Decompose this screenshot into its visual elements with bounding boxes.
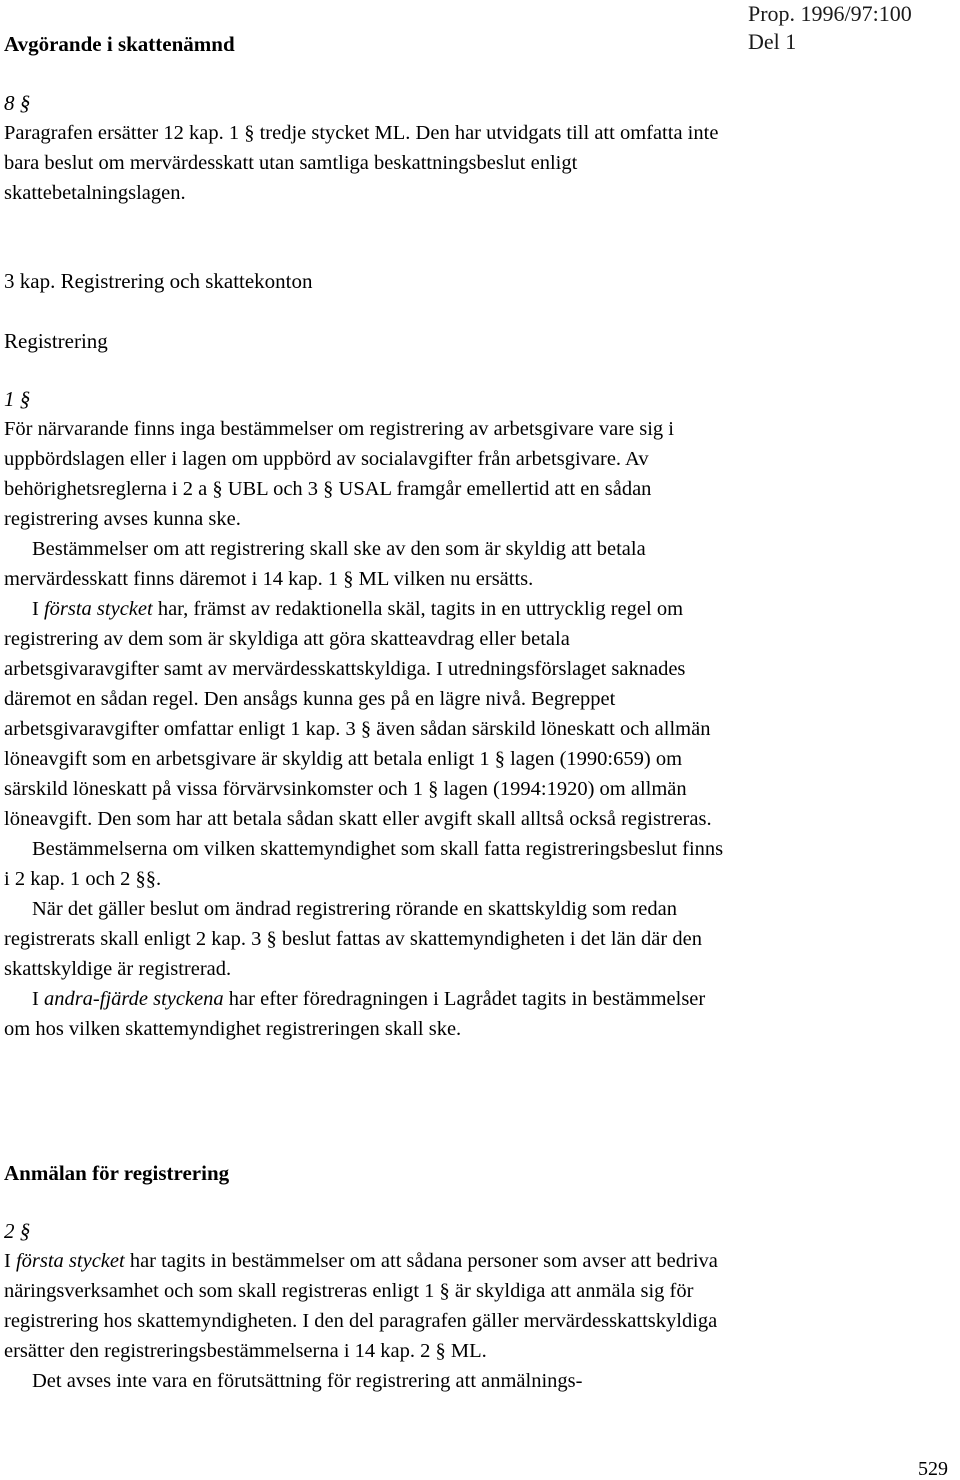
text-run: I — [4, 1250, 16, 1272]
paragraph-mark: 1 § — [4, 387, 31, 411]
body-paragraph: Bestämmelser om att registrering skall ske av den som är skyldig att betala mervärdesskatt finns däremot i 14 kap. 1 § ML vilken nu ersätts. — [4, 538, 646, 590]
text-run: I — [32, 598, 44, 620]
paragraph-mark: 8 § — [4, 91, 31, 115]
proposition-reference — [748, 0, 912, 56]
proposition-part: Del 1 — [748, 29, 797, 54]
body-paragraph: När det gäller beslut om ändrad registrering rörande en skattskyldig som redan registrerats skall enligt 2 kap. 3 § beslut fattas av skattemyndigheten i det län där den skattskyldige är registrerad. — [4, 898, 702, 980]
body-paragraph — [4, 594, 726, 834]
section-heading: Registrering — [4, 329, 108, 353]
section-2-block — [4, 1216, 726, 1396]
body-paragraph — [4, 984, 726, 1044]
text-run: har tagits in bestämmelser om att sådana personer som avser att bedriva näringsverksamhet och som skall registreras enligt 1 § är skyldiga att anmäla sig för registrering hos skattemyndigheten. I den del paragrafen gäller mervärdesskattskyldiga ersätter den registreringsbestämmelserna i 14 kap. 2 § ML. — [4, 1250, 718, 1362]
section-1-block — [4, 384, 726, 1044]
running-head: Avgörande i skattenämnd — [4, 32, 235, 56]
text-run: I — [32, 988, 44, 1010]
emphasis-text: första stycket — [43, 598, 153, 620]
chapter-title: 3 kap. Registrering och skattekonton — [4, 269, 313, 293]
proposition-number: Prop. 1996/97:100 — [748, 1, 912, 26]
body-paragraph: För närvarande finns inga bestämmelser om registrering av arbetsgivare vare sig i uppbördslagen eller i lagen om uppbörd av socialavgifter från arbetsgivare. Av behörighetsreglerna i 2 a § UBL och 3 § USAL framgår emellertid att en sådan registrering avses kunna ske. — [4, 418, 675, 530]
section-8-block — [4, 88, 726, 208]
page-number: 529 — [918, 1458, 948, 1480]
body-paragraph: Det avses inte vara en förutsättning för registrering att anmälnings- — [32, 1370, 583, 1392]
text-run: har, främst av redaktionella skäl, tagits in en uttrycklig regel om registrering av dem som är skyldiga att göra skatteavdrag eller betala arbetsgivaravgifter samt av mervärdesskattskyldiga. I utredningsförslaget saknades däremot en sådan regel. Den ansågs kunna ges på en lägre nivå. Begreppet arbetsgivaravgifter omfattar enligt 1 kap. 3 § även sådan särskild löneskatt och allmän löneavgift som en arbetsgivare är skyldig att betala enligt 1 § lagen (1990:659) om särskild löneskatt på vissa förvärvsinkomster och 1 § lagen (1994:1920) om allmän löneavgift. Den som har att betala sådan skatt eller avgift skall alltså också registreras. — [4, 598, 712, 830]
body-paragraph — [4, 1246, 726, 1366]
emphasis-text: andra-fjärde styckena — [43, 988, 224, 1010]
section-heading: Anmälan för registrering — [4, 1161, 230, 1185]
paragraph-mark: 2 § — [4, 1219, 31, 1243]
text-run: har efter föredragningen i Lagrådet tagits in bestämmelser om hos vilken skattemyndighet registreringen skall ske. — [4, 988, 706, 1040]
body-paragraph: Bestämmelserna om vilken skattemyndighet som skall fatta registreringsbeslut finns i 2 kap. 1 och 2 §§. — [4, 838, 724, 890]
emphasis-text: första stycket — [15, 1250, 125, 1272]
body-paragraph: Paragrafen ersätter 12 kap. 1 § tredje stycket ML. Den har utvidgats till att omfatta inte bara beslut om mervärdesskatt utan samtliga beskattningsbeslut enligt skattebetalningslagen. — [4, 122, 719, 204]
